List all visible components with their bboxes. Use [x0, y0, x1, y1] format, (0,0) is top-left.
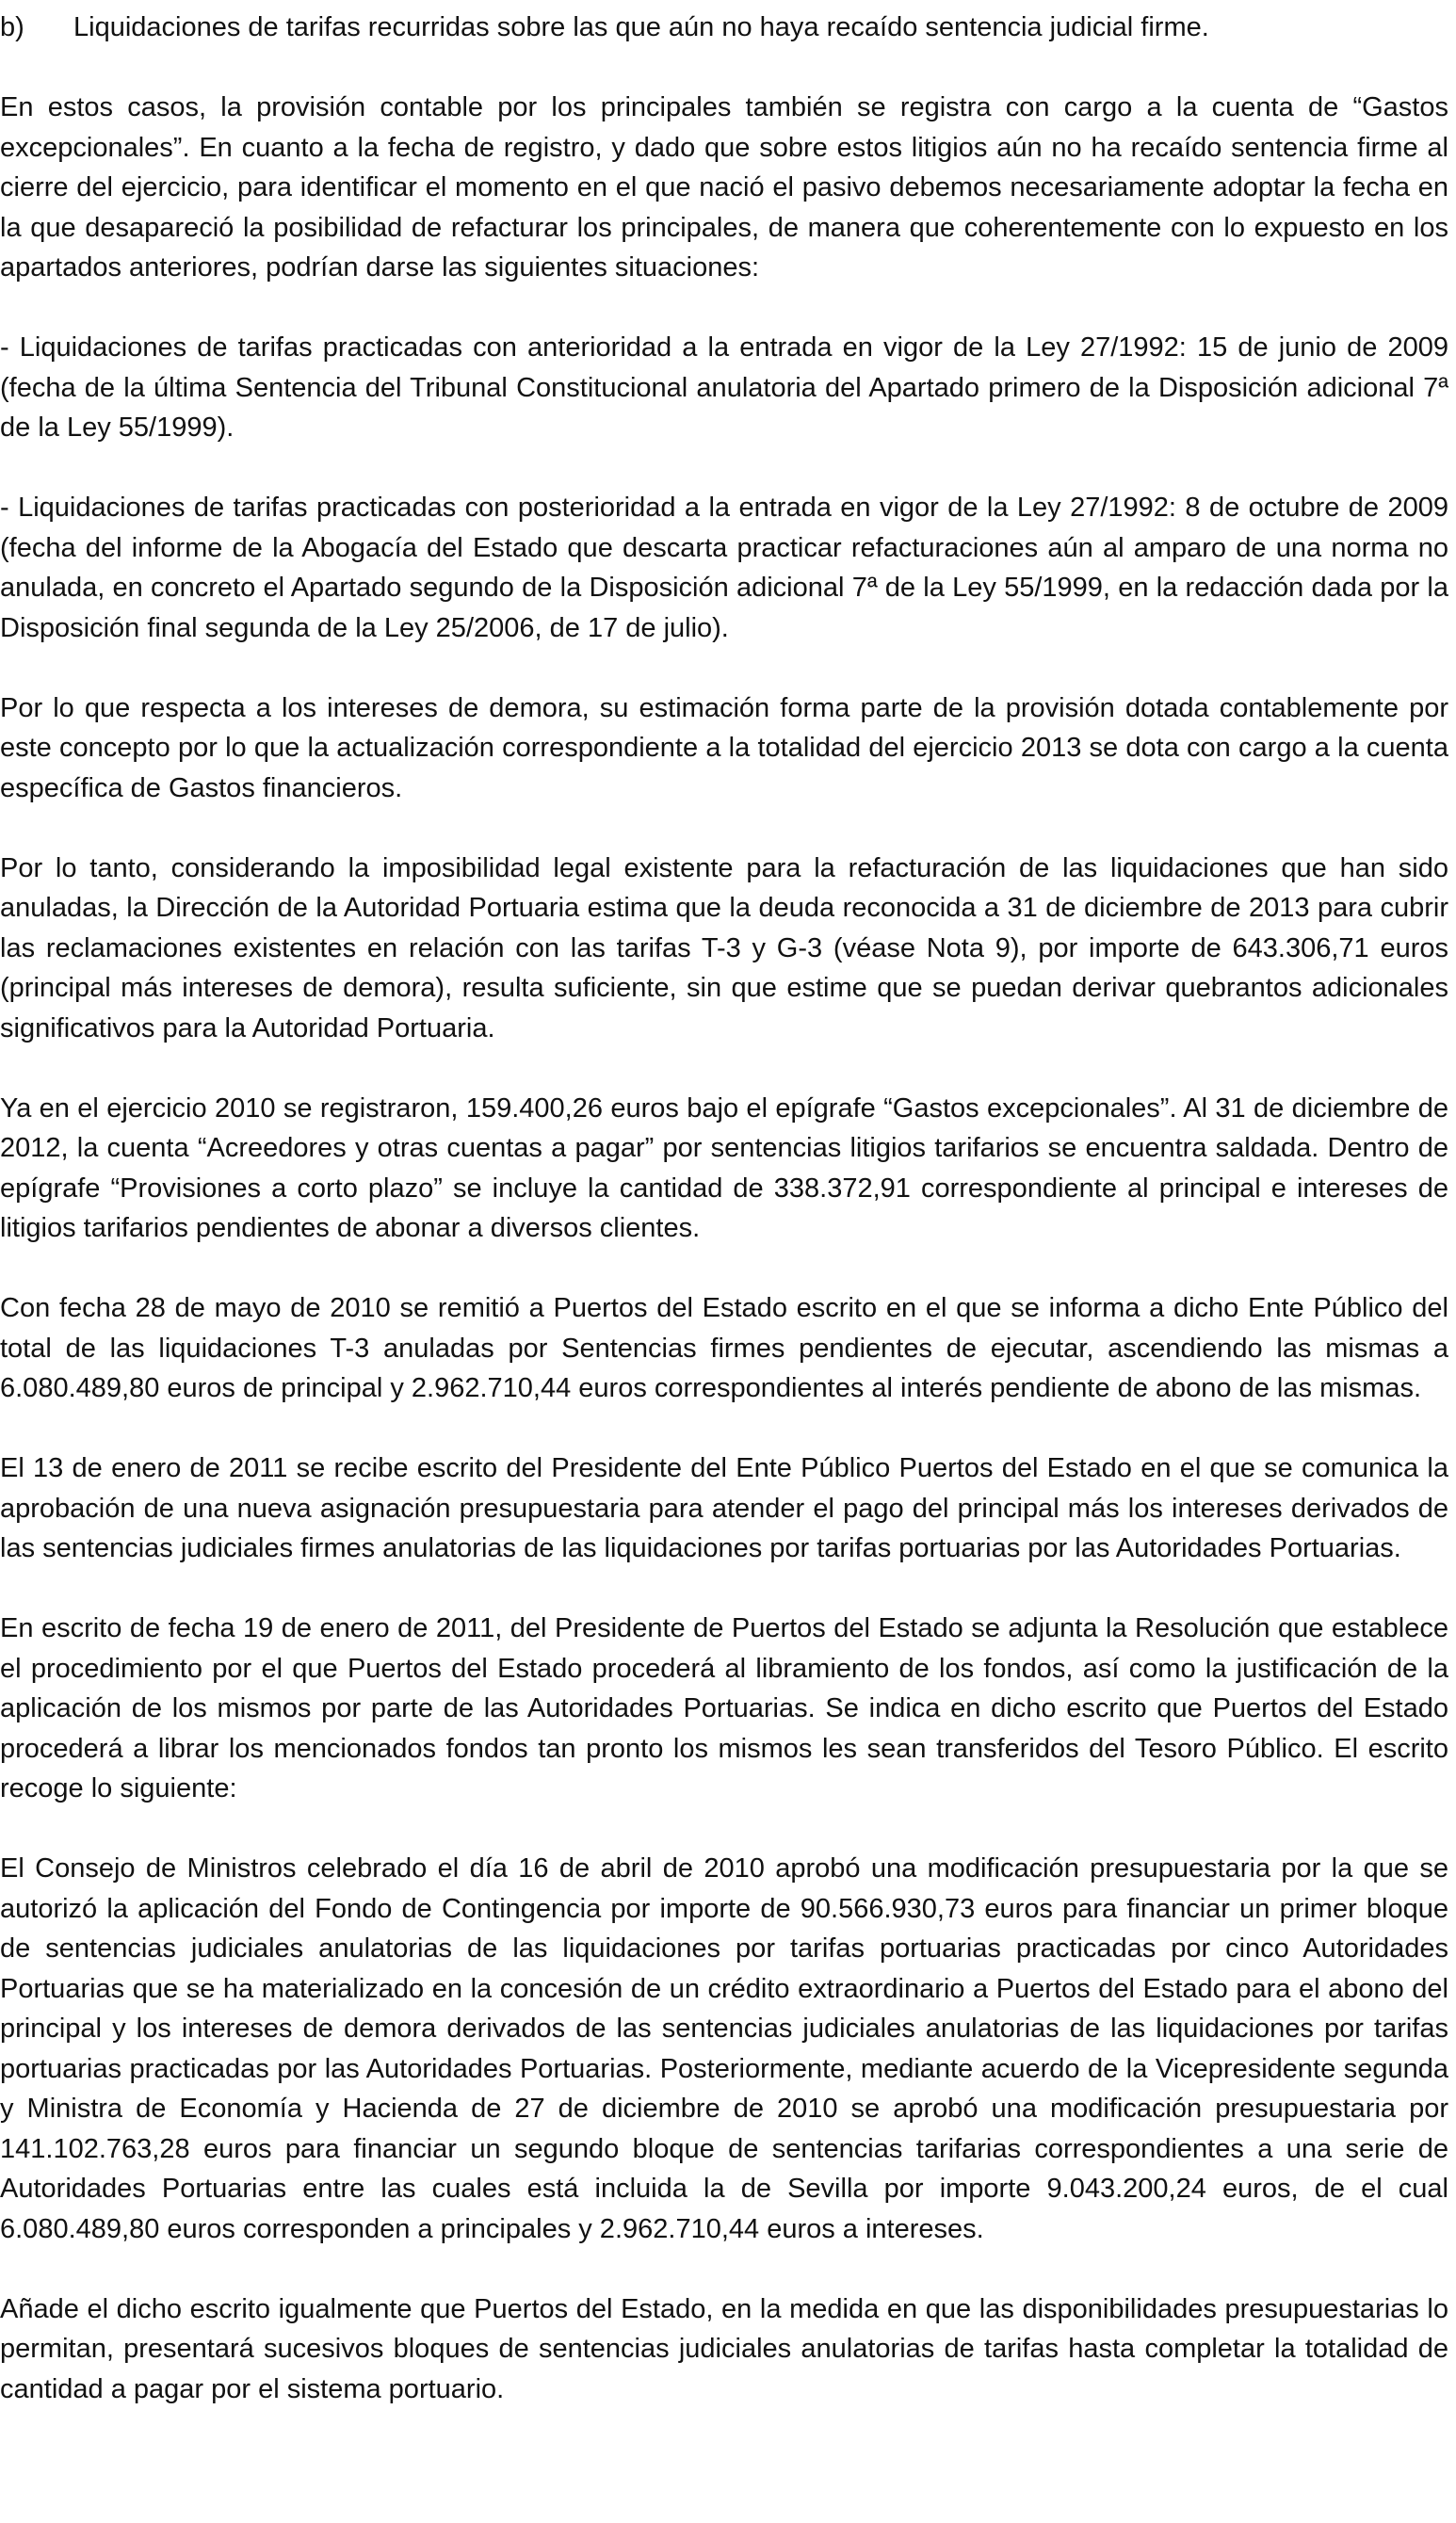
- paragraph-anterioridad-ley: - Liquidaciones de tarifas practicadas con anterioridad a la entrada en vigor de la Ley 27/1992: 15 de junio de 2009 (fecha de la última Sentencia del Tribunal Constitucional anulatoria del Apartado primero de la Disposición adicional 7ª de la Ley 55/1999).: [0, 332, 1448, 443]
- list-item-text: Liquidaciones de tarifas recurridas sobre las que aún no haya recaído sentencia judicial firme.: [73, 12, 1209, 42]
- paragraph-consejo-ministros: El Consejo de Ministros celebrado el día 16 de abril de 2010 aprobó una modificación presupuestaria por la que se autorizó la aplicación del Fondo de Contingencia por importe de 90.566.930,73 euros para financiar un primer bloque de sentencias judiciales anulatorias de las liquidaciones por tarifas portuarias practicadas por cinco Autoridades Portuarias que se ha materializado en la concesión de un crédito extraordinario a Puertos del Estado para el abono del principal y los intereses de demora derivados de las sentencias judiciales anulatorias de las liquidaciones por tarifas portuarias practicadas por las Autoridades Portuarias. Posteriormente, mediante acuerdo de la Vicepresidente segunda y Ministra de Economía y Hacienda de 27 de diciembre de 2010 se aprobó una modificación presupuestaria por 141.102.763,28 euros para financiar un segundo bloque de sentencias tarifarias correspondientes a una serie de Autoridades Portuarias entre las cuales está incluida la de Sevilla por importe 9.043.200,24 euros, de el cual 6.080.489,80 euros corresponden a principales y 2.962.710,44 euros a intereses.: [0, 1853, 1448, 2244]
- paragraph-19-enero-2011: En escrito de fecha 19 de enero de 2011, del Presidente de Puertos del Estado se adjunta la Resolución que establece el procedimiento por el que Puertos del Estado procederá al libramiento de los fondos, así como la justificación de la aplicación de los mismos por parte de las Autoridades Portuarias. Se indica en dicho escrito que Puertos del Estado procederá a librar los mencionados fondos tan pronto los mismos les sean transferidos del Tesoro Público. El escrito recoge lo siguiente:: [0, 1613, 1448, 1803]
- paragraph-posterioridad-ley: - Liquidaciones de tarifas practicadas con posterioridad a la entrada en vigor de la Ley 27/1992: 8 de octubre de 2009 (fecha del informe de la Abogacía del Estado que descarta practicar refacturaciones aún al amparo de una norma no anulada, en concreto el Apartado segundo de la Disposición adicional 7ª de la Ley 55/1999, en la redacción dada por la Disposición final segunda de la Ley 25/2006, de 17 de julio).: [0, 493, 1448, 643]
- paragraph-deuda-reconocida: Por lo tanto, considerando la imposibilidad legal existente para la refacturación de las liquidaciones que han sido anuladas, la Dirección de la Autoridad Portuaria estima que la deuda reconocida a 31 de diciembre de 2013 para cubrir las reclamaciones existentes en relación con las tarifas T-3 y G-3 (véase Nota 9), por importe de 643.306,71 euros (principal más intereses de demora), resulta suficiente, sin que estime que se puedan derivar quebrantos adicionales significativos para la Autoridad Portuaria.: [0, 852, 1448, 1043]
- document-page: [0, 8, 1448, 2450]
- paragraph-28-mayo-2010: Con fecha 28 de mayo de 2010 se remitió a Puertos del Estado escrito en el que se informa a dicho Ente Público del total de las liquidaciones T-3 anuladas por Sentencias firmes pendientes de ejecutar, ascendiendo las mismas a 6.080.489,80 euros de principal y 2.962.710,44 euros correspondientes al interés pendiente de abono de las mismas.: [0, 1293, 1448, 1403]
- paragraph-ejercicio-2010: Ya en el ejercicio 2010 se registraron, 159.400,26 euros bajo el epígrafe “Gastos excepcionales”. Al 31 de diciembre de 2012, la cuenta “Acreedores y otras cuentas a pagar” por sentencias litigios tarifarios se encuentra saldada. Dentro de epígrafe “Provisiones a corto plazo” se incluye la cantidad de 338.372,91 correspondiente al principal e intereses de litigios tarifarios pendientes de abonar a diversos clientes.: [0, 1092, 1448, 1243]
- paragraph-intereses-demora: Por lo que respecta a los intereses de demora, su estimación forma parte de la provisión dotada contablemente por este concepto por lo que la actualización correspondiente a la totalidad del ejercicio 2013 se dota con cargo a la cuenta específica de Gastos financieros.: [0, 692, 1448, 803]
- paragraph-provision-contable: En estos casos, la provisión contable por los principales también se registra con cargo a la cuenta de “Gastos excepcionales”. En cuanto a la fecha de registro, y dado que sobre estos litigios aún no ha recaído sentencia firme al cierre del ejercicio, para identificar el momento en el que nació el pasivo debemos necesariamente adoptar la fecha en la que desapareció la posibilidad de refacturar los principales, de manera que coherentemente con lo expuesto en los apartados anteriores, podrían darse las siguientes situaciones:: [0, 92, 1448, 283]
- list-item-marker: b): [0, 12, 24, 42]
- paragraph-13-enero-2011: El 13 de enero de 2011 se recibe escrito del Presidente del Ente Público Puertos del Estado en el que se comunica la aprobación de una nueva asignación presupuestaria para atender el pago del principal más los intereses derivados de las sentencias judiciales firmes anulatorias de las liquidaciones por tarifas portuarias por las Autoridades Portuarias.: [0, 1453, 1448, 1563]
- paragraph-anade-escrito: Añade el dicho escrito igualmente que Puertos del Estado, en la medida en que las disponibilidades presupuestarias lo permitan, presentará sucesivos bloques de sentencias judiciales anulatorias de tarifas hasta completar la totalidad de cantidad a pagar por el sistema portuario.: [0, 2293, 1448, 2404]
- list-item-b: [0, 8, 1448, 48]
